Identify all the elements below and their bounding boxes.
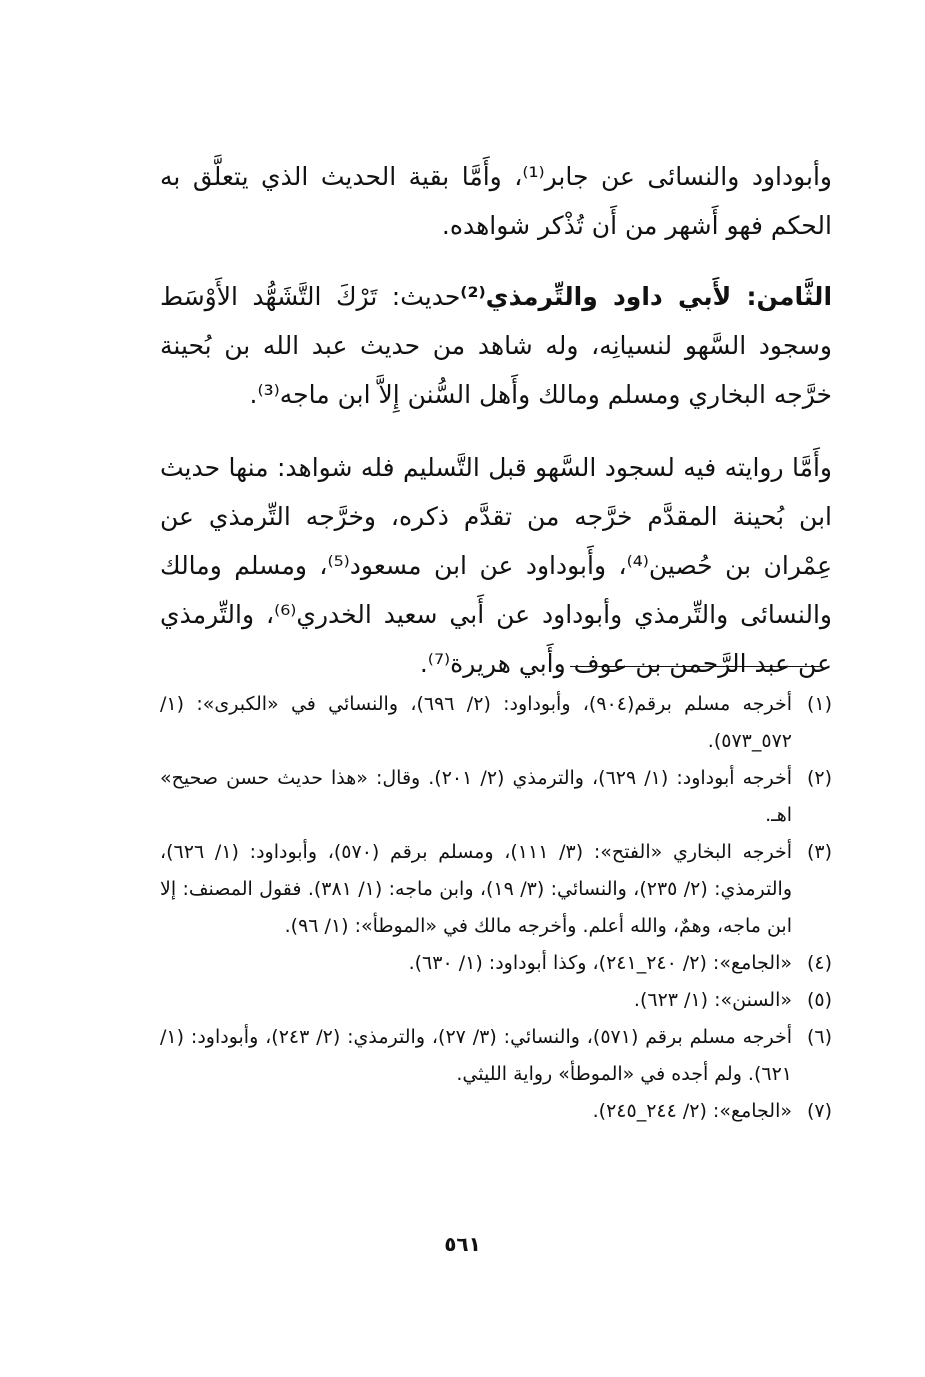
- main-text: [160, 152, 832, 712]
- footnote: [160, 686, 832, 760]
- footnote-text: أخرجه مسلم برقم(٩٠٤)، وأبوداود: (٢/ ٦٩٦)، والنسائي في «الكبرى»: (١/ ٥٧٢_٥٧٣).: [160, 693, 792, 752]
- footnote-text: أخرجه مسلم برقم (٥٧١)، والنسائي: (٣/ ٢٧)، والترمذي: (٢/ ٢٤٣)، وأبوداود: (١/ ٦٢١). ولم أجده في «الموطأ» رواية الليثي.: [160, 1026, 793, 1085]
- paragraph-1: وأبوداود والنسائى عن جابر⁽¹⁾، وأَمَّا بقية الحديث الذي يتعلَّق به الحكم فهو أَشهر من أَن تُذْكر شواهده.: [160, 162, 832, 240]
- footnote-number: (٥): [806, 989, 832, 1011]
- footnote-number: (٤): [806, 952, 832, 974]
- paragraph-2-text: حديث: تَرْكَ التَّشَهُّد الأَوْسَط وسجود السَّهو لنسيانِه، وله شاهد من حديث عبد الله بن بُحينة خرَّجه البخاري ومسلم ومالك وأَهل السُّنن إِلاَّ ابن ماجه⁽³⁾.: [160, 282, 832, 409]
- footnote-number: (٢): [806, 767, 832, 789]
- footnote-divider: [570, 666, 820, 667]
- footnote: [160, 945, 832, 982]
- footnote: [160, 1019, 832, 1093]
- footnote-text: أخرجه أبوداود: (١/ ٦٢٩)، والترمذي (٢/ ٢٠١). وقال: «هذا حديث حسن صحيح» اهـ.: [160, 767, 793, 826]
- footnote-number: (٧): [806, 1100, 832, 1122]
- paragraph-2-lead: الثَّامن: لأَبي داود والتِّرمذي⁽²⁾: [460, 282, 833, 311]
- paragraph-3: وأَمَّا روايته فيه لسجود السَّهو قبل التَّسليم فله شواهد: منها حديث ابن بُحينة المقدَّم خرَّجه من تقدَّم ذكره، وخرَّجه التِّرمذي عن عِمْران بن حُصين⁽⁴⁾، وأَبوداود عن ابن مسعود⁽⁵⁾، ومسلم ومالك والنسائى والتِّرمذي وأبوداود عن أَبي سعيد الخدري⁽⁶⁾، والتِّرمذي عن عبد الرَّحمن بن عوف وأَبي هريرة⁽⁷⁾.: [160, 453, 832, 678]
- footnote-text: «الجامع»: (٢/ ٢٤٤_٢٤٥).: [592, 1100, 792, 1122]
- footnote-text: «السنن»: (١/ ٦٢٣).: [633, 989, 792, 1011]
- page-number: ٥٦١: [444, 1232, 481, 1256]
- footnote: [160, 1093, 832, 1130]
- footnote: [160, 834, 832, 945]
- footnote: [160, 760, 832, 834]
- footnote-text: «الجامع»: (٢/ ٢٤٠_٢٤١)، وكذا أبوداود: (١/ ٦٣٠).: [408, 952, 792, 974]
- footnote-number: (٦): [806, 1026, 832, 1048]
- footnote-number: (٣): [806, 841, 832, 863]
- footnotes: [160, 686, 832, 1130]
- footnote-text: أخرجه البخاري «الفتح»: (٣/ ١١١)، ومسلم برقم (٥٧٠)، وأبوداود: (١/ ٦٢٦)، والترمذي: (٢/ ٢٣٥)، والنسائي: (٣/ ١٩)، وابن ماجه: (١/ ٣٨١). فقول المصنف: إلا ابن ماجه، وهمٌ، والله أعلم. وأخرجه مالك في «الموطأ»: (١/ ٩٦).: [160, 841, 793, 937]
- paragraph-2: [160, 272, 832, 419]
- footnote: [160, 982, 832, 1019]
- footnote-number: (١): [806, 693, 832, 715]
